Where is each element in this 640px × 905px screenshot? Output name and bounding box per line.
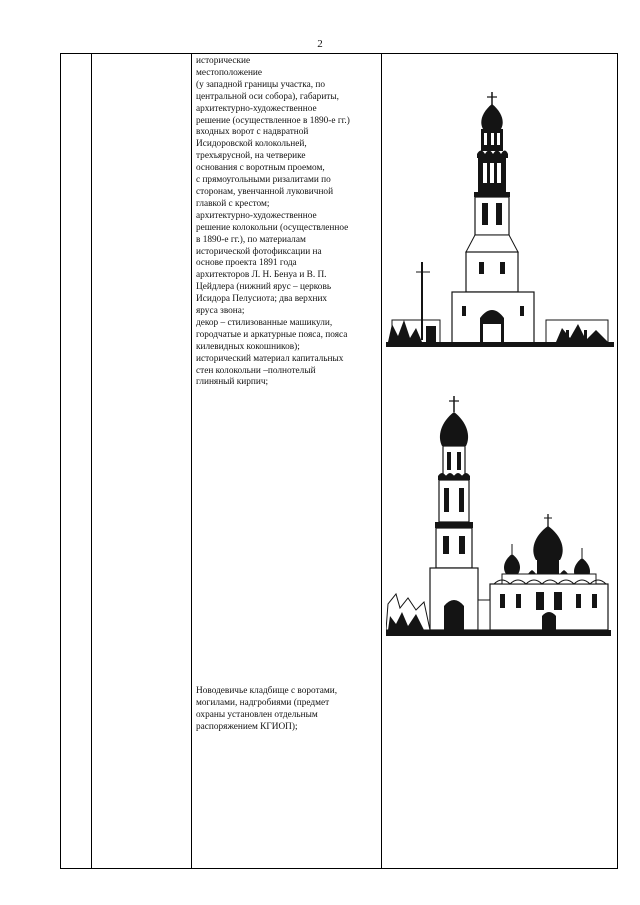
cemetery-text [196, 686, 376, 734]
text-line: сторонам, увенчанной луковичной [196, 186, 334, 197]
text-line: Цейдлера (нижний ярус – церковь [196, 282, 332, 293]
text-line: декор – стилизованные машикули, [196, 317, 333, 328]
text-line: основания с воротным проемом, [196, 163, 325, 174]
text-line: главкой с крестом; [196, 198, 270, 209]
text-line: местоположение [196, 67, 263, 78]
column-divider [191, 54, 192, 868]
text-line: распоряжением КГИОП); [196, 721, 298, 732]
text-line: решение колокольни (осуществленное [196, 222, 349, 233]
text-line: исторические [196, 56, 251, 66]
text-line: глиняный кирпич; [196, 377, 269, 388]
text-line: могилами, надгробиями (предмет [196, 697, 330, 708]
text-line: килевидных кокошников); [196, 341, 300, 352]
text-line: Исидора Пелусиота; два верхних [196, 294, 328, 305]
text-line: центральной оси собора), габариты, [196, 91, 339, 102]
text-line: исторической фотофиксации на [196, 246, 322, 257]
text-line: охраны установлен отдельным [196, 709, 318, 720]
page-number: 2 [317, 38, 323, 50]
column-divider [91, 54, 92, 868]
text-line: трехъярусной, на четверике [196, 151, 306, 162]
text-line: архитекторов Л. Н. Бенуа и В. П. [196, 270, 327, 281]
text-line: Новодевичье кладбище с воротами, [196, 686, 338, 696]
text-line: исторический материал капитальных [196, 353, 344, 364]
text-line: архитектурно-художественное [196, 210, 317, 221]
text-line: городчатые и аркатурные пояса, пояса [196, 329, 348, 340]
description-text [196, 56, 391, 389]
text-line: (у западной границы участка, по [196, 79, 325, 90]
text-line: решение (осуществленное в 1890-е гг.) [196, 115, 350, 126]
text-line: с прямоугольными ризалитами по [196, 175, 331, 186]
cathedral-photo [386, 394, 611, 636]
bell-tower-photo [386, 92, 614, 347]
text-line: в 1890-е гг.), по материалам [196, 234, 306, 245]
text-line: стен колокольни –полнотелый [196, 365, 316, 376]
text-line: входных ворот с надвратной [196, 127, 309, 138]
text-line: архитектурно-художественное [196, 103, 317, 114]
table [60, 53, 618, 869]
text-line: яруса звона; [196, 306, 245, 317]
text-line: Исидоровской колокольней, [196, 139, 307, 150]
text-line: основе проекта 1891 года [196, 258, 297, 269]
